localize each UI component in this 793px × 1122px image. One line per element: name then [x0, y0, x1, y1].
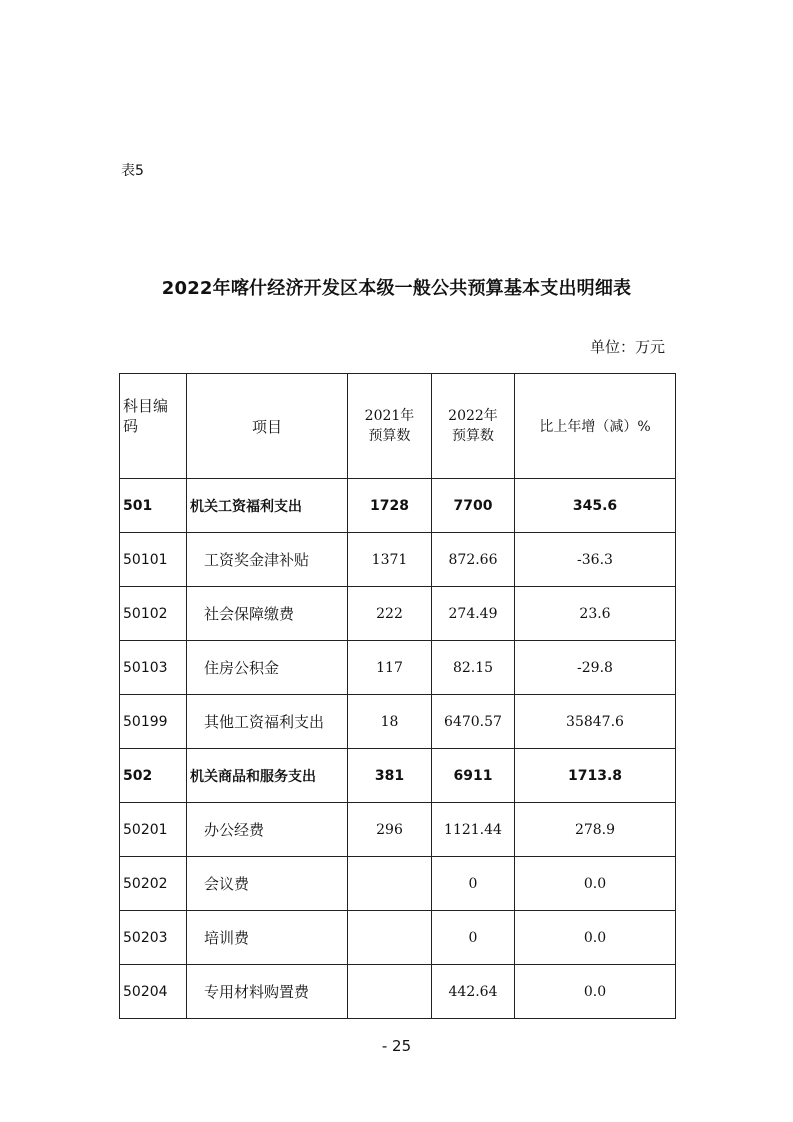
table-row-category	[120, 749, 676, 803]
cell-change-percent: 345.6	[515, 479, 676, 533]
cell-change-percent: 0.0	[515, 857, 676, 911]
cell-2021-budget: 117	[348, 641, 432, 695]
table-row	[120, 803, 676, 857]
header-2022	[432, 374, 515, 479]
cell-item-name: 专用材料购置费	[187, 965, 348, 1019]
cell-change-percent: 278.9	[515, 803, 676, 857]
cell-2021-budget	[348, 911, 432, 965]
cell-code: 501	[120, 479, 187, 533]
cell-code: 502	[120, 749, 187, 803]
header-2022-line1: 2022年	[448, 408, 498, 424]
cell-2022-budget: 872.66	[432, 533, 515, 587]
table-body	[120, 479, 676, 1019]
cell-2022-budget: 6911	[432, 749, 515, 803]
unit-label: 单位：万元	[589, 338, 665, 356]
cell-item-name: 机关商品和服务支出	[187, 749, 348, 803]
cell-2021-budget: 222	[348, 587, 432, 641]
header-2022-line2: 预算数	[452, 428, 494, 444]
cell-2021-budget: 296	[348, 803, 432, 857]
header-2021	[348, 374, 432, 479]
cell-2022-budget: 1121.44	[432, 803, 515, 857]
cell-2021-budget	[348, 965, 432, 1019]
cell-2022-budget: 442.64	[432, 965, 515, 1019]
cell-code: 50203	[120, 911, 187, 965]
header-2021-line1: 2021年	[364, 408, 415, 424]
table-row	[120, 911, 676, 965]
table-row	[120, 533, 676, 587]
cell-2022-budget: 82.15	[432, 641, 515, 695]
cell-change-percent: -29.8	[515, 641, 676, 695]
cell-item-name: 培训费	[187, 911, 348, 965]
header-2021-line2: 预算数	[368, 428, 411, 444]
header-code-line2: 码	[123, 417, 139, 435]
cell-code: 50201	[120, 803, 187, 857]
table-row	[120, 857, 676, 911]
table-row-category	[120, 479, 676, 533]
table-header-row	[120, 374, 676, 479]
cell-code: 50101	[120, 533, 187, 587]
cell-2022-budget: 274.49	[432, 587, 515, 641]
table-label: 表5	[121, 163, 144, 179]
document-title: 2022年喀什经济开发区本级一般公共预算基本支出明细表	[161, 278, 632, 299]
page-number: - 25	[381, 1037, 412, 1055]
cell-change-percent: -36.3	[515, 533, 676, 587]
cell-change-percent: 0.0	[515, 965, 676, 1019]
cell-code: 50102	[120, 587, 187, 641]
cell-item-name: 会议费	[187, 857, 348, 911]
cell-code: 50103	[120, 641, 187, 695]
cell-change-percent: 35847.6	[515, 695, 676, 749]
cell-change-percent: 23.6	[515, 587, 676, 641]
cell-2022-budget: 7700	[432, 479, 515, 533]
cell-item-name: 社会保障缴费	[187, 587, 348, 641]
cell-item-name: 办公经费	[187, 803, 348, 857]
cell-2021-budget: 1728	[348, 479, 432, 533]
cell-2022-budget: 0	[432, 911, 515, 965]
cell-change-percent: 0.0	[515, 911, 676, 965]
cell-code: 50199	[120, 695, 187, 749]
cell-2021-budget: 18	[348, 695, 432, 749]
cell-code: 50202	[120, 857, 187, 911]
cell-item-name: 住房公积金	[187, 641, 348, 695]
header-ratio: 比上年增（减）%	[515, 374, 676, 479]
table-row	[120, 965, 676, 1019]
cell-item-name: 工资奖金津补贴	[187, 533, 348, 587]
cell-2022-budget: 6470.57	[432, 695, 515, 749]
cell-2021-budget: 381	[348, 749, 432, 803]
header-code-line1: 科目编	[123, 397, 169, 415]
cell-code: 50204	[120, 965, 187, 1019]
cell-item-name: 机关工资福利支出	[187, 479, 348, 533]
cell-2022-budget: 0	[432, 857, 515, 911]
cell-2021-budget: 1371	[348, 533, 432, 587]
table-row	[120, 587, 676, 641]
header-name: 项目	[187, 374, 348, 479]
cell-item-name: 其他工资福利支出	[187, 695, 348, 749]
table-row	[120, 695, 676, 749]
budget-table	[119, 373, 676, 1019]
header-code	[120, 374, 187, 479]
cell-change-percent: 1713.8	[515, 749, 676, 803]
cell-2021-budget	[348, 857, 432, 911]
table-row	[120, 641, 676, 695]
